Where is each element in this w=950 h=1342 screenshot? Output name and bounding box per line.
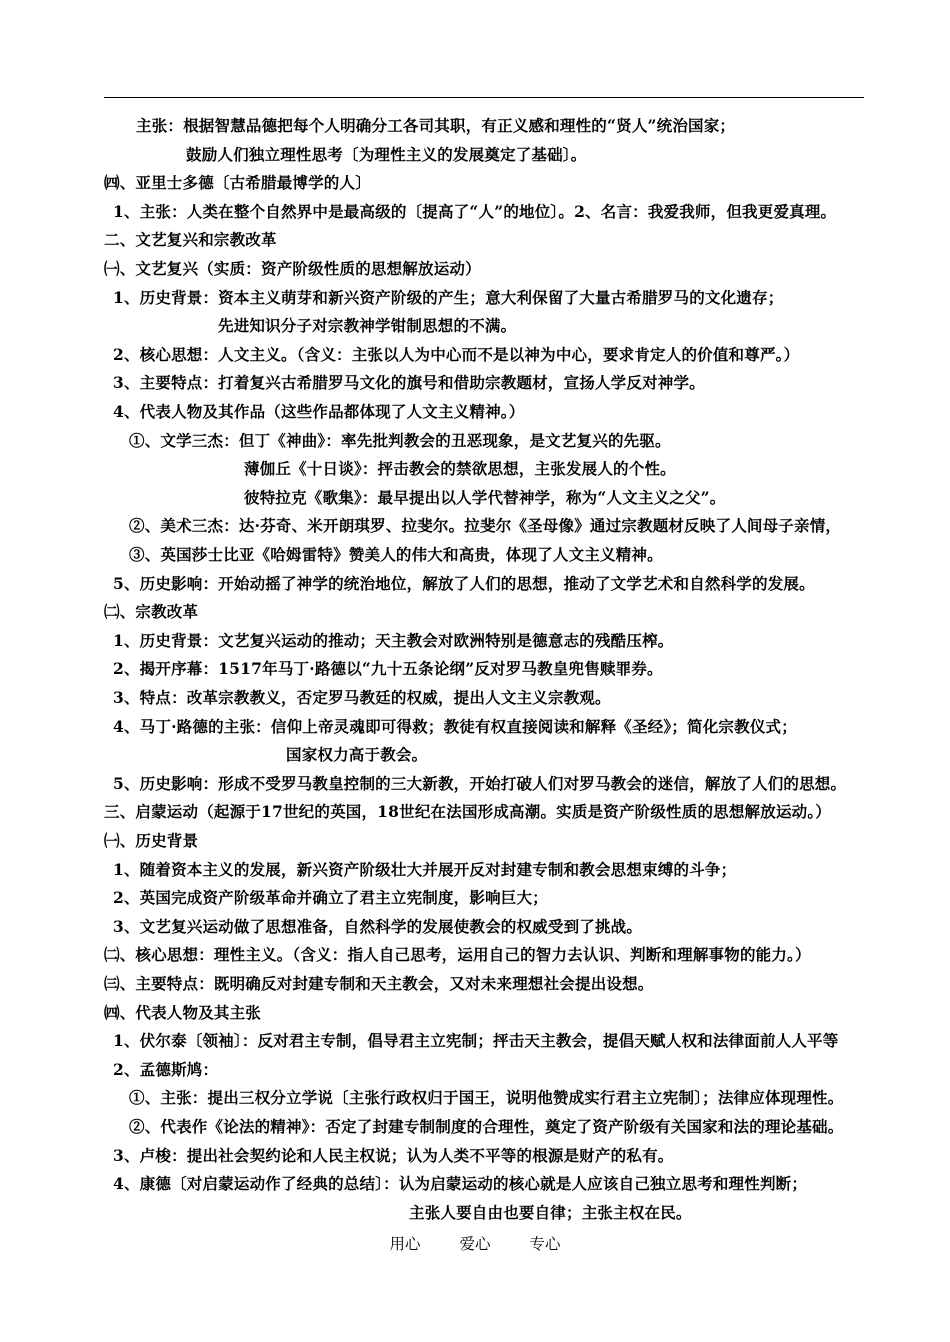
text-line: 3、特点：改革宗教教义，否定罗马教廷的权威，提出人文主义宗教观。	[113, 688, 611, 707]
text-line: 国家权力高于教会。	[286, 745, 428, 764]
section-heading: ㈡、宗教改革	[104, 602, 199, 621]
text-line: ②、美术三杰：达·芬奇、米开朗琪罗、拉斐尔。拉斐尔《圣母像》通过宗教题材反映了人间母子亲情，	[129, 516, 842, 535]
text-line: 2、揭开序幕：1517年马丁·路德以“九十五条论纲”反对罗马教皇兜售赎罪券。	[113, 659, 663, 678]
text-line: 3、卢梭：提出社会契约论和人民主权说；认为人类不平等的根源是财产的私有。	[113, 1146, 674, 1165]
text-line: 主张人要自由也要自律；主张主权在民。	[409, 1203, 692, 1222]
section-heading: ㈣、亚里士多德〔古希腊最博学的人〕	[104, 173, 371, 192]
text-line: 4、代表人物及其作品（这些作品都体现了人文主义精神。）	[113, 402, 525, 421]
text-line: ①、主张：提出三权分立学说〔主张行政权归于国王，说明他赞成实行君主立宪制〕；法律应体现理性。	[129, 1088, 844, 1107]
text-line: 1、主张：人类在整个自然界中是最高级的〔提高了“人”的地位〕。2、名言：我爱我师，但我更爱真理。	[113, 202, 837, 221]
page-footer	[0, 1232, 950, 1254]
footer-item: 爱心	[459, 1235, 491, 1253]
section-heading: 二、文艺复兴和宗教改革	[104, 230, 277, 249]
text-line: ③、英国莎士比亚《哈姆雷特》赞美人的伟大和高贵，体现了人文主义精神。	[129, 545, 663, 564]
footer-item: 专心	[529, 1235, 561, 1253]
section-heading: ㈠、历史背景	[104, 831, 199, 850]
text-line: 3、主要特点：打着复兴古希腊罗马文化的旗号和借助宗教题材，宣扬人学反对神学。	[113, 373, 705, 392]
text-line: 主张：根据智慧品德把每个人明确分工各司其职，有正义感和理性的“贤人”统治国家；	[136, 116, 736, 135]
section-heading: ㈢、主要特点：既明确反对封建专制和天主教会，又对未来理想社会提出设想。	[104, 974, 654, 993]
text-line: 1、随着资本主义的发展，新兴资产阶级壮大并展开反对封建专制和教会思想束缚的斗争；	[113, 860, 737, 879]
section-heading: ㈣、代表人物及其主张	[104, 1003, 262, 1022]
text-line: 1、伏尔泰〔领袖〕：反对君主专制，倡导君主立宪制；抨击天主教会，提倡天赋人权和法律面前人人平等	[113, 1031, 839, 1050]
text-line: 3、文艺复兴运动做了思想准备，自然科学的发展使教会的权威受到了挑战。	[113, 917, 643, 936]
text-line: 5、历史影响：开始动摇了神学的统治地位，解放了人们的思想，推动了文学艺术和自然科学的发展。	[113, 574, 815, 593]
text-line: 4、马丁·路德的主张：信仰上帝灵魂即可得救；教徒有权直接阅读和解释《圣经》；简化宗教仪式；	[113, 717, 797, 736]
section-heading: ㈠、文艺复兴（实质：资产阶级性质的思想解放运动）	[104, 259, 481, 278]
text-line: 先进知识分子对宗教神学钳制思想的不满。	[218, 316, 517, 335]
footer-item: 用心	[389, 1235, 421, 1253]
text-line: 4、康德〔对启蒙运动作了经典的总结〕：认为启蒙运动的核心就是人应该自己独立思考和理性判断；	[113, 1174, 808, 1193]
section-heading: 三、启蒙运动（起源于17世纪的英国，18世纪在法国形成高潮。实质是资产阶级性质的思想解放运动。）	[104, 802, 831, 821]
text-line: 薄伽丘《十日谈》：抨击教会的禁欲思想，主张发展人的个性。	[244, 459, 676, 478]
section-heading: ㈡、核心思想：理性主义。（含义：指人自己思考，运用自己的智力去认识、判断和理解事物的能力。）	[104, 945, 811, 964]
text-line: ②、代表作《论法的精神》：否定了封建专制制度的合理性，奠定了资产阶级有关国家和法的理论基础。	[129, 1117, 844, 1136]
text-line: ①、文学三杰：但丁《神曲》：率先批判教会的丑恶现象，是文艺复兴的先驱。	[129, 431, 671, 450]
text-line: 1、历史背景：资本主义萌芽和新兴资产阶级的产生；意大利保留了大量古希腊罗马的文化遗存；	[113, 288, 784, 307]
header-rule	[104, 97, 864, 98]
text-line: 2、核心思想：人文主义。（含义：主张以人为中心而不是以神为中心，要求肯定人的价值和尊严。）	[113, 345, 800, 364]
text-line: 1、历史背景：文艺复兴运动的推动；天主教会对欧洲特别是德意志的残酷压榨。	[113, 631, 674, 650]
text-line: 5、历史影响：形成不受罗马教皇控制的三大新教，开始打破人们对罗马教会的迷信，解放了人们的思想。	[113, 774, 847, 793]
text-line: 鼓励人们独立理性思考〔为理性主义的发展奠定了基础〕。	[186, 145, 587, 164]
text-line: 彼特拉克《歌集》：最早提出以人学代替神学，称为“人文主义之父”。	[244, 488, 726, 507]
text-line: 2、孟德斯鸠：	[113, 1060, 219, 1079]
text-line: 2、英国完成资产阶级革命并确立了君主立宪制度，影响巨大；	[113, 888, 548, 907]
